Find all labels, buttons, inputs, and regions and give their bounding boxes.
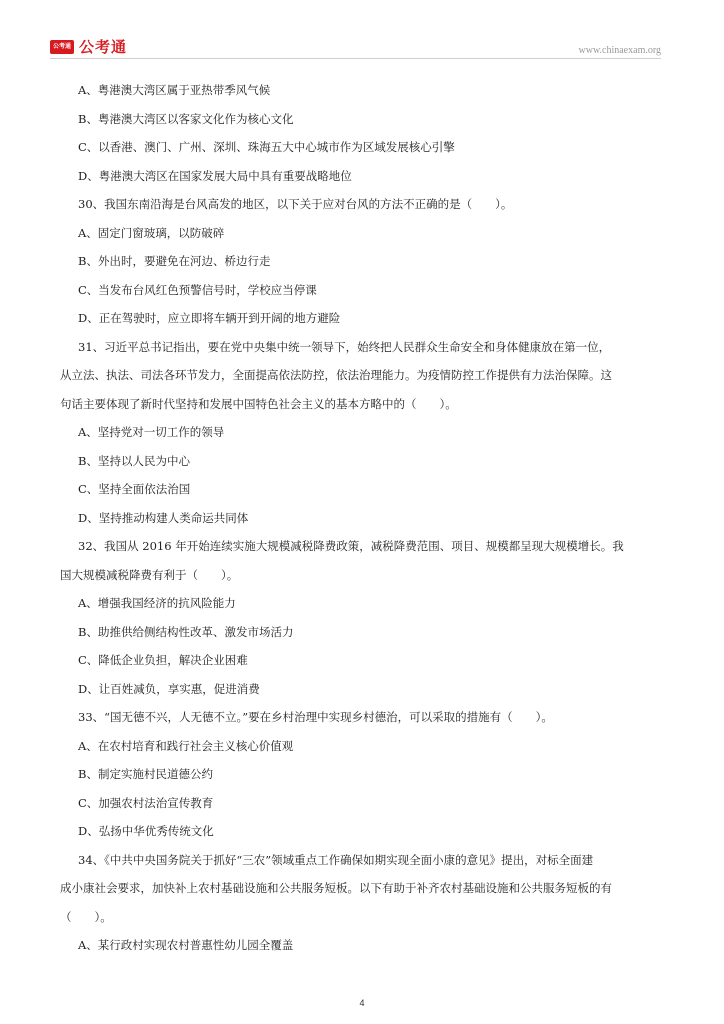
site-url-link[interactable]: www.chinaexam.org — [578, 45, 661, 56]
option-line: A、增强我国经济的抗风险能力 — [78, 596, 236, 610]
option-line: A、坚持党对一切工作的领导 — [78, 425, 225, 439]
option-line: B、外出时，要避免在河边、桥边行走 — [78, 254, 271, 268]
option-line: C、加强农村法治宣传教育 — [78, 795, 214, 810]
option-line: D、让百姓减负，享实惠，促进消费 — [78, 681, 260, 696]
question-line: 成小康社会要求，加快补上农村基础设施和公共服务短板。以下有助于补齐农村基础设施和公共服务短板的有 — [60, 881, 612, 895]
option-line: A、某行政村实现农村普惠性幼儿园全覆盖 — [78, 938, 294, 952]
document-body — [60, 76, 664, 960]
option-line: B、助推供给侧结构性改革、激发市场活力 — [78, 624, 294, 639]
question-line: （ ）。 — [60, 909, 112, 924]
option-line: C、降低企业负担，解决企业困难 — [78, 653, 248, 667]
option-line: B、粤港澳大湾区以客家文化作为核心文化 — [78, 111, 294, 126]
option-line: A、固定门窗玻璃，以防破碎 — [78, 225, 225, 240]
question-line: 国大规模减税降费有利于（ ）。 — [60, 567, 239, 582]
logo-badge-icon: 公考通 — [50, 40, 74, 54]
option-line: D、正在驾驶时，应立即将车辆开到开阔的地方避险 — [78, 311, 341, 325]
header-divider — [50, 58, 661, 59]
option-line: B、制定实施村民道德公约 — [78, 767, 213, 781]
option-line: C、以香港、澳门、广州、深圳、珠海五大中心城市作为区域发展核心引擎 — [78, 140, 455, 154]
option-line: C、当发布台风红色预警信号时，学校应当停课 — [78, 282, 317, 297]
question-line: 30、我国东南沿海是台风高发的地区，以下关于应对台风的方法不正确的是（ ）。 — [78, 197, 513, 211]
logo-text: 公考通 — [79, 38, 128, 56]
question-line: 33、“国无德不兴，人无德不立。”要在乡村治理中实现乡村德治，可以采取的措施有（ ）。 — [78, 710, 553, 724]
question-line: 31、习近平总书记指出，要在党中央集中统一领导下，始终把人民群众生命安全和身体健康放在第一位， — [78, 339, 611, 354]
option-line: B、坚持以人民为中心 — [78, 453, 190, 468]
option-line: D、坚持推动构建人类命运共同体 — [78, 510, 249, 525]
page-header — [0, 0, 724, 62]
option-line: A、在农村培育和践行社会主义核心价值观 — [78, 738, 294, 753]
question-line: 句话主要体现了新时代坚持和发展中国特色社会主义的基本方略中的（ ）。 — [60, 396, 457, 411]
question-line: 从立法、执法、司法各环节发力，全面提高依法防控，依法治理能力。为疫情防控工作提供有力法治保障。这 — [60, 368, 612, 382]
option-line: C、坚持全面依法治国 — [78, 482, 191, 496]
page-number: 4 — [359, 998, 365, 1008]
option-line: D、粤港澳大湾区在国家发展大局中具有重要战略地位 — [78, 168, 352, 183]
option-line: A、粤港澳大湾区属于亚热带季风气候 — [78, 83, 271, 97]
question-line: 32、我国从 2016 年开始连续实施大规模减税降费政策，减税降费范围、项目、规模都呈现大规模增长。我 — [78, 539, 624, 553]
option-line: D、弘扬中华优秀传统文化 — [78, 824, 214, 838]
question-line: 34、《中共中央国务院关于抓好“三农”领域重点工作确保如期实现全面小康的意见》提出，对标全面建 — [78, 852, 594, 867]
brand-logo[interactable] — [50, 36, 127, 57]
